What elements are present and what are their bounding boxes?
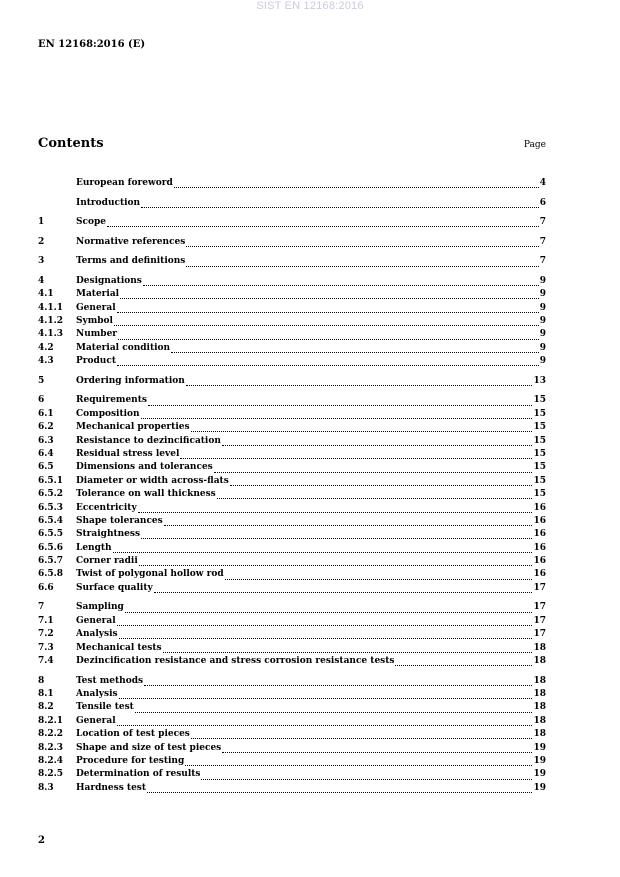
toc-entry-title: Requirements [76, 395, 147, 406]
toc-entry-number: 6.1 [38, 408, 54, 419]
toc-entry-page: 7 [539, 236, 546, 247]
toc-entry-page: 19 [533, 769, 546, 780]
toc-entry-page: 19 [533, 782, 546, 793]
toc-entry[interactable] [38, 177, 546, 190]
toc-entry-page: 15 [533, 395, 546, 406]
toc-entry-title: Designations [76, 275, 142, 286]
toc-dot-leader [117, 355, 539, 366]
toc-entry[interactable] [38, 582, 546, 595]
toc-entry-title: Tensile test [76, 702, 134, 713]
toc-entry-title: Shape tolerances [76, 515, 163, 526]
toc-dot-leader [141, 197, 539, 208]
toc-entry[interactable] [38, 255, 546, 268]
toc-entry-number: 7.2 [38, 629, 54, 640]
toc-dot-leader [222, 742, 532, 753]
toc-dot-leader [395, 655, 532, 666]
toc-entry-number: 8.3 [38, 782, 54, 793]
toc-entry[interactable] [38, 435, 546, 448]
toc-entry-page: 15 [533, 462, 546, 473]
toc-entry-page: 9 [539, 316, 546, 327]
toc-entry-title: Hardness test [76, 782, 147, 793]
toc-entry-number: 8.2.2 [38, 729, 64, 740]
toc-entry-title: General [76, 715, 116, 726]
toc-dot-leader [154, 582, 533, 593]
toc-entry-page: 18 [533, 675, 546, 686]
toc-entry-page: 18 [533, 715, 546, 726]
toc-entry-number: 6.5.1 [38, 475, 64, 486]
toc-dot-leader [138, 502, 533, 513]
toc-dot-leader [225, 569, 533, 580]
toc-entry[interactable] [38, 742, 546, 755]
toc-entry-number: 4.1.3 [38, 329, 64, 340]
toc-entry[interactable] [38, 275, 546, 288]
toc-dot-leader [201, 769, 532, 780]
toc-dot-leader [186, 256, 538, 267]
toc-entry-page: 9 [539, 275, 546, 286]
toc-entry-page: 18 [533, 702, 546, 713]
toc-dot-leader [222, 435, 533, 446]
toc-entry-number: 3 [38, 256, 45, 267]
toc-entry-number: 7.3 [38, 642, 54, 653]
toc-entry-title: Number [76, 329, 118, 340]
toc-dot-leader [230, 475, 533, 486]
toc-entry-page: 13 [533, 375, 546, 386]
toc-entry-title: European foreword [76, 178, 173, 188]
toc-entry-page: 7 [539, 256, 546, 267]
toc-dot-leader [107, 216, 539, 227]
toc-entry-number: 8.2 [38, 702, 54, 713]
watermark: SIST EN 12168:2016 [256, 0, 364, 12]
toc-entry-number: 6.5.6 [38, 542, 64, 553]
toc-entry[interactable] [38, 421, 546, 434]
toc-entry[interactable] [38, 488, 546, 501]
toc-entry-title: General [76, 302, 116, 313]
toc-entry-page: 15 [533, 422, 546, 433]
toc-entry-title: Ordering information [76, 375, 185, 386]
toc-dot-leader [117, 302, 539, 313]
toc-entry-page: 4 [539, 178, 546, 188]
toc-entry[interactable] [38, 555, 546, 568]
toc-dot-leader [171, 342, 539, 353]
toc-entry[interactable] [38, 568, 546, 581]
toc-entry[interactable] [38, 768, 546, 781]
toc-entry-title: Introduction [76, 197, 141, 208]
toc-entry-page: 9 [539, 329, 546, 340]
toc-dot-leader [191, 421, 533, 432]
toc-dot-leader [119, 628, 533, 639]
toc-entry-title: Shape and size of test pieces [76, 742, 222, 753]
toc-entry-page: 15 [533, 489, 546, 500]
toc-dot-leader [186, 236, 538, 247]
toc-entry[interactable] [38, 394, 546, 407]
toc-entry[interactable] [38, 755, 546, 768]
toc-entry-page: 17 [533, 582, 546, 593]
toc-dot-leader [114, 315, 539, 326]
toc-entry-page: 18 [533, 642, 546, 653]
toc-dot-leader [191, 728, 533, 739]
toc-entry[interactable] [38, 601, 546, 614]
toc-entry-number: 8.2.5 [38, 769, 64, 780]
toc-entry-page: 9 [539, 302, 546, 313]
toc-entry-title: Corner radii [76, 556, 138, 567]
toc-entry[interactable] [38, 342, 546, 355]
toc-dot-leader [186, 375, 533, 386]
toc-entry-title: Product [76, 356, 116, 367]
toc-entry[interactable] [38, 688, 546, 701]
toc-entry-title: Mechanical properties [76, 422, 190, 433]
toc-entry[interactable] [38, 655, 546, 668]
toc-entry-title: Normative references [76, 236, 186, 247]
toc-dot-leader [141, 528, 532, 539]
toc-dot-leader [185, 755, 532, 766]
toc-entry-title: Straightness [76, 529, 141, 540]
toc-entry-title: Twist of polygonal hollow rod [76, 569, 224, 580]
toc-entry-number: 7 [38, 602, 45, 613]
toc-entry-number: 6.5.4 [38, 515, 64, 526]
page-column-heading: Page [523, 140, 546, 150]
toc-entry-number: 6.6 [38, 582, 54, 593]
toc-entry-title: Sampling [76, 602, 124, 613]
toc-entry[interactable] [38, 502, 546, 515]
toc-entry[interactable] [38, 302, 546, 315]
toc-entry-page: 19 [533, 755, 546, 766]
toc-entry-title: Length [76, 542, 112, 553]
toc-entry-page: 17 [533, 629, 546, 640]
toc-entry-page: 16 [533, 569, 546, 580]
toc-dot-leader [117, 615, 533, 626]
toc-entry-page: 9 [539, 342, 546, 353]
toc-dot-leader [174, 177, 539, 188]
toc-entry-number: 6.4 [38, 448, 54, 459]
toc-entry[interactable] [38, 216, 546, 229]
toc-entry-page: 9 [539, 289, 546, 300]
toc-dot-leader [148, 395, 533, 406]
toc-entry-title: Dezincification resistance and stress corrosion resistance tests [76, 656, 395, 666]
contents-heading: Contents [38, 136, 104, 151]
toc-entry[interactable] [38, 236, 546, 249]
toc-entry-page: 16 [533, 502, 546, 513]
toc-dot-leader [141, 408, 533, 419]
toc-entry-page: 15 [533, 435, 546, 446]
toc-entry-title: Analysis [76, 629, 118, 640]
toc-entry-page: 6 [539, 197, 546, 208]
toc-entry[interactable] [38, 782, 546, 795]
toc-entry-title: General [76, 615, 116, 626]
toc-entry[interactable] [38, 528, 546, 541]
toc-entry[interactable] [38, 675, 546, 688]
table-of-contents [38, 177, 546, 795]
toc-entry[interactable] [38, 461, 546, 474]
toc-entry-number: 4.3 [38, 356, 54, 367]
toc-entry[interactable] [38, 408, 546, 421]
toc-entry-number: 6.5.7 [38, 556, 64, 567]
toc-entry-number: 4 [38, 275, 45, 286]
toc-entry[interactable] [38, 615, 546, 628]
toc-entry[interactable] [38, 728, 546, 741]
toc-dot-leader [163, 642, 533, 653]
toc-entry[interactable] [38, 515, 546, 528]
toc-entry[interactable] [38, 628, 546, 641]
toc-entry-number: 4.1 [38, 289, 54, 300]
toc-dot-leader [125, 602, 533, 613]
toc-entry-page: 16 [533, 556, 546, 567]
toc-entry-title: Determination of results [76, 769, 201, 780]
toc-entry-page: 9 [539, 356, 546, 367]
toc-dot-leader [147, 782, 532, 793]
toc-entry-number: 4.1.1 [38, 302, 64, 313]
toc-entry-page: 18 [533, 656, 546, 666]
toc-entry-number: 8.2.3 [38, 742, 64, 753]
toc-entry-title: Material condition [76, 342, 171, 353]
toc-entry-number: 6.5 [38, 462, 54, 473]
toc-entry-number: 8.2.1 [38, 715, 64, 726]
toc-entry-page: 7 [539, 217, 546, 228]
toc-dot-leader [164, 515, 533, 526]
toc-entry-title: Mechanical tests [76, 642, 162, 653]
toc-entry-number: 8 [38, 675, 45, 686]
toc-entry[interactable] [38, 715, 546, 728]
toc-entry-number: 6.5.8 [38, 569, 64, 580]
toc-entry-number: 8.2.4 [38, 755, 64, 766]
toc-dot-leader [117, 715, 533, 726]
toc-dot-leader [144, 675, 532, 686]
toc-entry-title: Residual stress level [76, 448, 180, 459]
toc-entry-number: 6.5.3 [38, 502, 64, 513]
toc-entry-number: 4.2 [38, 342, 54, 353]
toc-entry-number: 6.2 [38, 422, 54, 433]
toc-dot-leader [135, 702, 533, 713]
toc-entry-title: Scope [76, 217, 107, 228]
toc-dot-leader [139, 555, 533, 566]
toc-entry-page: 15 [533, 448, 546, 459]
toc-entry-title: Material [76, 289, 120, 300]
toc-dot-leader [118, 329, 539, 340]
toc-entry-number: 6.5.5 [38, 529, 64, 540]
toc-dot-leader [214, 462, 533, 473]
toc-entry-title: Terms and definitions [76, 256, 186, 267]
toc-entry-number: 6.3 [38, 435, 54, 446]
toc-entry-page: 16 [533, 542, 546, 553]
toc-entry-number: 8.1 [38, 688, 54, 699]
toc-entry-number: 6 [38, 395, 45, 406]
toc-dot-leader [120, 288, 539, 299]
toc-entry-title: Tolerance on wall thickness [76, 489, 216, 500]
toc-entry[interactable] [38, 642, 546, 655]
toc-entry-page: 18 [533, 729, 546, 740]
toc-entry-number: 6.5.2 [38, 489, 64, 500]
toc-dot-leader [143, 275, 539, 286]
toc-entry-title: Dimensions and tolerances [76, 462, 213, 473]
toc-entry-title: Composition [76, 408, 140, 419]
toc-entry-number: 2 [38, 236, 45, 247]
toc-entry-page: 18 [533, 688, 546, 699]
toc-entry[interactable] [38, 355, 546, 368]
toc-entry-number: 7.1 [38, 615, 54, 626]
toc-entry-number: 4.1.2 [38, 316, 64, 327]
toc-entry-title: Resistance to dezincification [76, 435, 221, 446]
toc-entry-page: 16 [533, 529, 546, 540]
toc-entry-page: 15 [533, 408, 546, 419]
toc-entry-title: Surface quality [76, 582, 153, 593]
toc-entry-page: 19 [533, 742, 546, 753]
toc-entry-title: Test methods [76, 675, 144, 686]
toc-entry-title: Diameter or width across-flats [76, 475, 229, 486]
toc-entry[interactable] [38, 288, 546, 301]
toc-entry-title: Eccentricity [76, 502, 137, 513]
toc-entry-page: 17 [533, 615, 546, 626]
toc-dot-leader [113, 542, 533, 553]
toc-dot-leader [180, 448, 532, 459]
toc-dot-leader [119, 688, 533, 699]
toc-entry[interactable] [38, 197, 546, 210]
toc-entry[interactable] [38, 542, 546, 555]
toc-entry-page: 15 [533, 475, 546, 486]
toc-entry[interactable] [38, 448, 546, 461]
toc-entry-title: Analysis [76, 688, 118, 699]
toc-entry[interactable] [38, 375, 546, 388]
toc-entry-title: Location of test pieces [76, 729, 190, 740]
toc-entry[interactable] [38, 475, 546, 488]
toc-entry[interactable] [38, 328, 546, 341]
toc-entry-number: 5 [38, 375, 45, 386]
toc-entry-page: 17 [533, 602, 546, 613]
toc-entry-title: Symbol [76, 316, 113, 327]
toc-dot-leader [217, 488, 533, 499]
document-id: EN 12168:2016 (E) [38, 39, 146, 50]
page-number: 2 [38, 835, 45, 846]
toc-entry-page: 16 [533, 515, 546, 526]
toc-entry[interactable] [38, 315, 546, 328]
toc-entry-number: 7.4 [38, 656, 54, 666]
toc-entry[interactable] [38, 701, 546, 714]
toc-entry-number: 1 [38, 217, 45, 228]
toc-entry-title: Procedure for testing [76, 755, 185, 766]
